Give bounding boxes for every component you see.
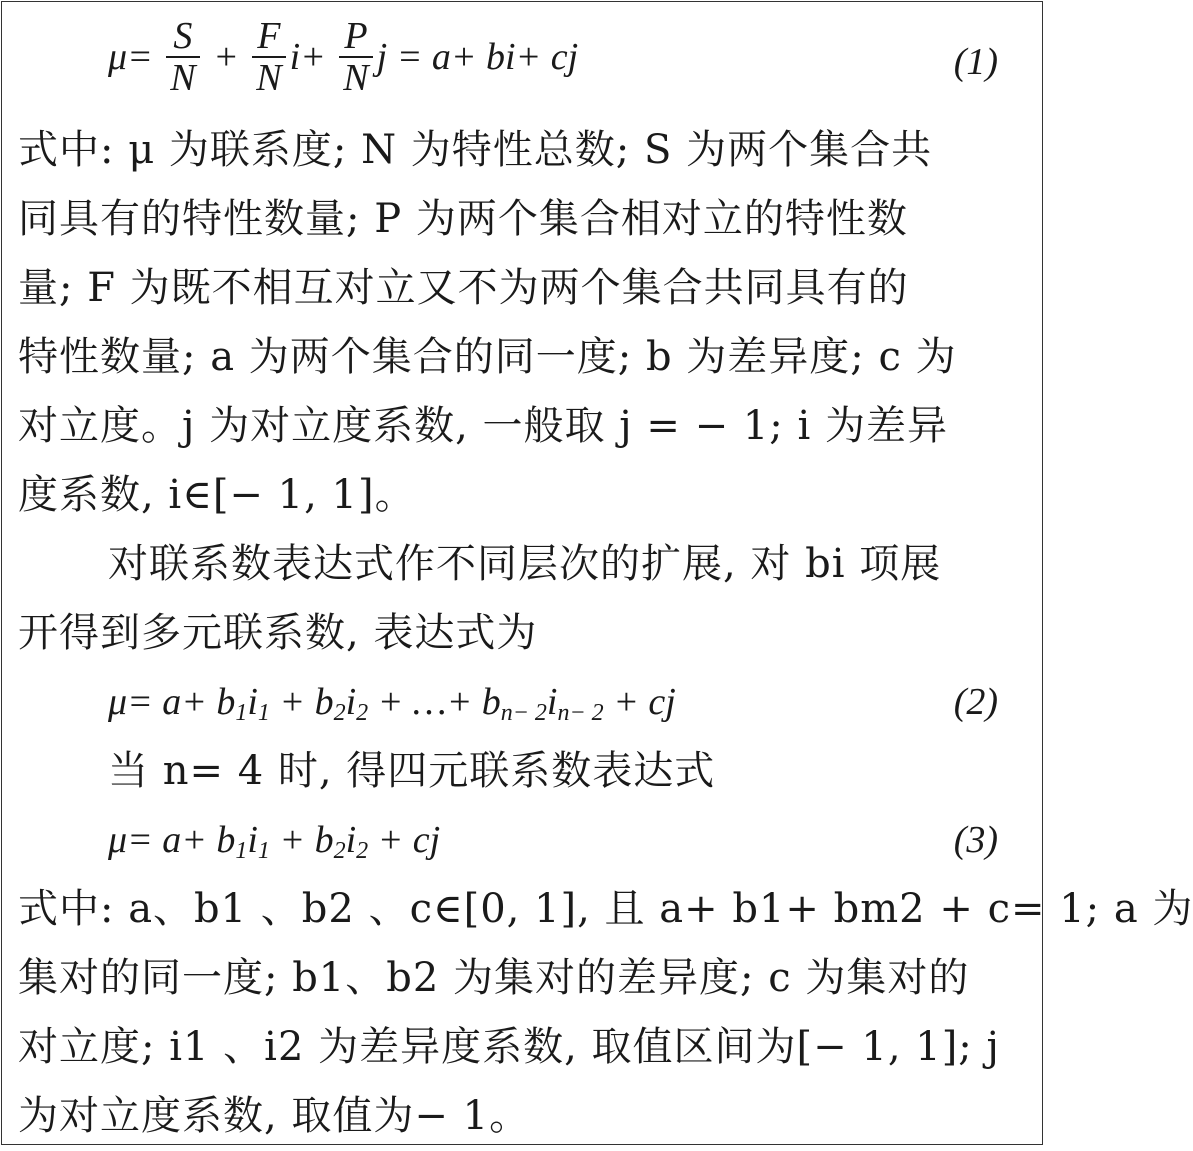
equation-number-2: (2) [953, 681, 998, 723]
paragraph-four-element: 当 n= 4 时, 得四元联系数表达式 [108, 748, 716, 794]
text-line: 度系数, i∈[− 1, 1]。 [18, 472, 416, 518]
text-line: 特性数量; a 为两个集合的同一度; b 为差异度; c 为 [18, 334, 957, 380]
equation-number-1: (1) [953, 41, 998, 83]
text-line: 集对的同一度; b1、b2 为集对的差异度; c 为集对的 [18, 955, 970, 1001]
paragraph-set-pair [18, 875, 1193, 1151]
text-line: 式中: a、b1 、b2 、c∈[0, 1], 且 a+ b1+ bm2 + c= 1; a 为 [18, 886, 1193, 932]
paragraph-extension [18, 530, 1002, 668]
eq1-rhs: j = a+ bi+ cj [376, 36, 579, 78]
equation-2: $\mu= a+ b_1i_1 + b_2i_2$ + …+ $b_{n- 2}i_{n- 2}$ + cj (2) [18, 668, 1002, 737]
text-line: 对联系数表达式作不同层次的扩展, 对 bi 项展 [108, 541, 942, 587]
eq1-plus: + [213, 36, 239, 78]
text-line: 式中: μ 为联系度; N 为特性总数; S 为两个集合共 [18, 127, 933, 173]
text-line: 同具有的特性数量; P 为两个集合相对立的特性数 [18, 196, 908, 242]
eq1-i-plus: i+ [289, 36, 326, 78]
paper-content [18, 6, 1193, 1151]
equation-3: $\mu= a+ b_1i_1 + b_2i_2$ + cj (3) [18, 806, 1002, 875]
paragraph-definitions [18, 116, 1002, 530]
text-line: 对立度。j 为对立度系数, 一般取 j = − 1; i 为差异 [18, 403, 948, 449]
fraction-p-over-n: $\frac{P}{N}$ [339, 16, 372, 98]
fraction-s-over-n: $\frac{S}{N}$ [166, 16, 199, 98]
text-line: 开得到多元联系数, 表达式为 [18, 610, 538, 656]
fraction-f-over-n: $\frac{F}{N}$ [252, 16, 285, 98]
equation-number-3: (3) [953, 819, 998, 861]
eq1-mu: μ= [108, 36, 153, 78]
text-line: 为对立度系数, 取值为− 1。 [18, 1093, 531, 1139]
equation-1 [18, 6, 1002, 116]
text-line: 量; F 为既不相互对立又不为两个集合共同具有的 [18, 265, 909, 311]
text-line: 对立度; i1 、i2 为差异度系数, 取值区间为[− 1, 1]; j [18, 1024, 1000, 1070]
